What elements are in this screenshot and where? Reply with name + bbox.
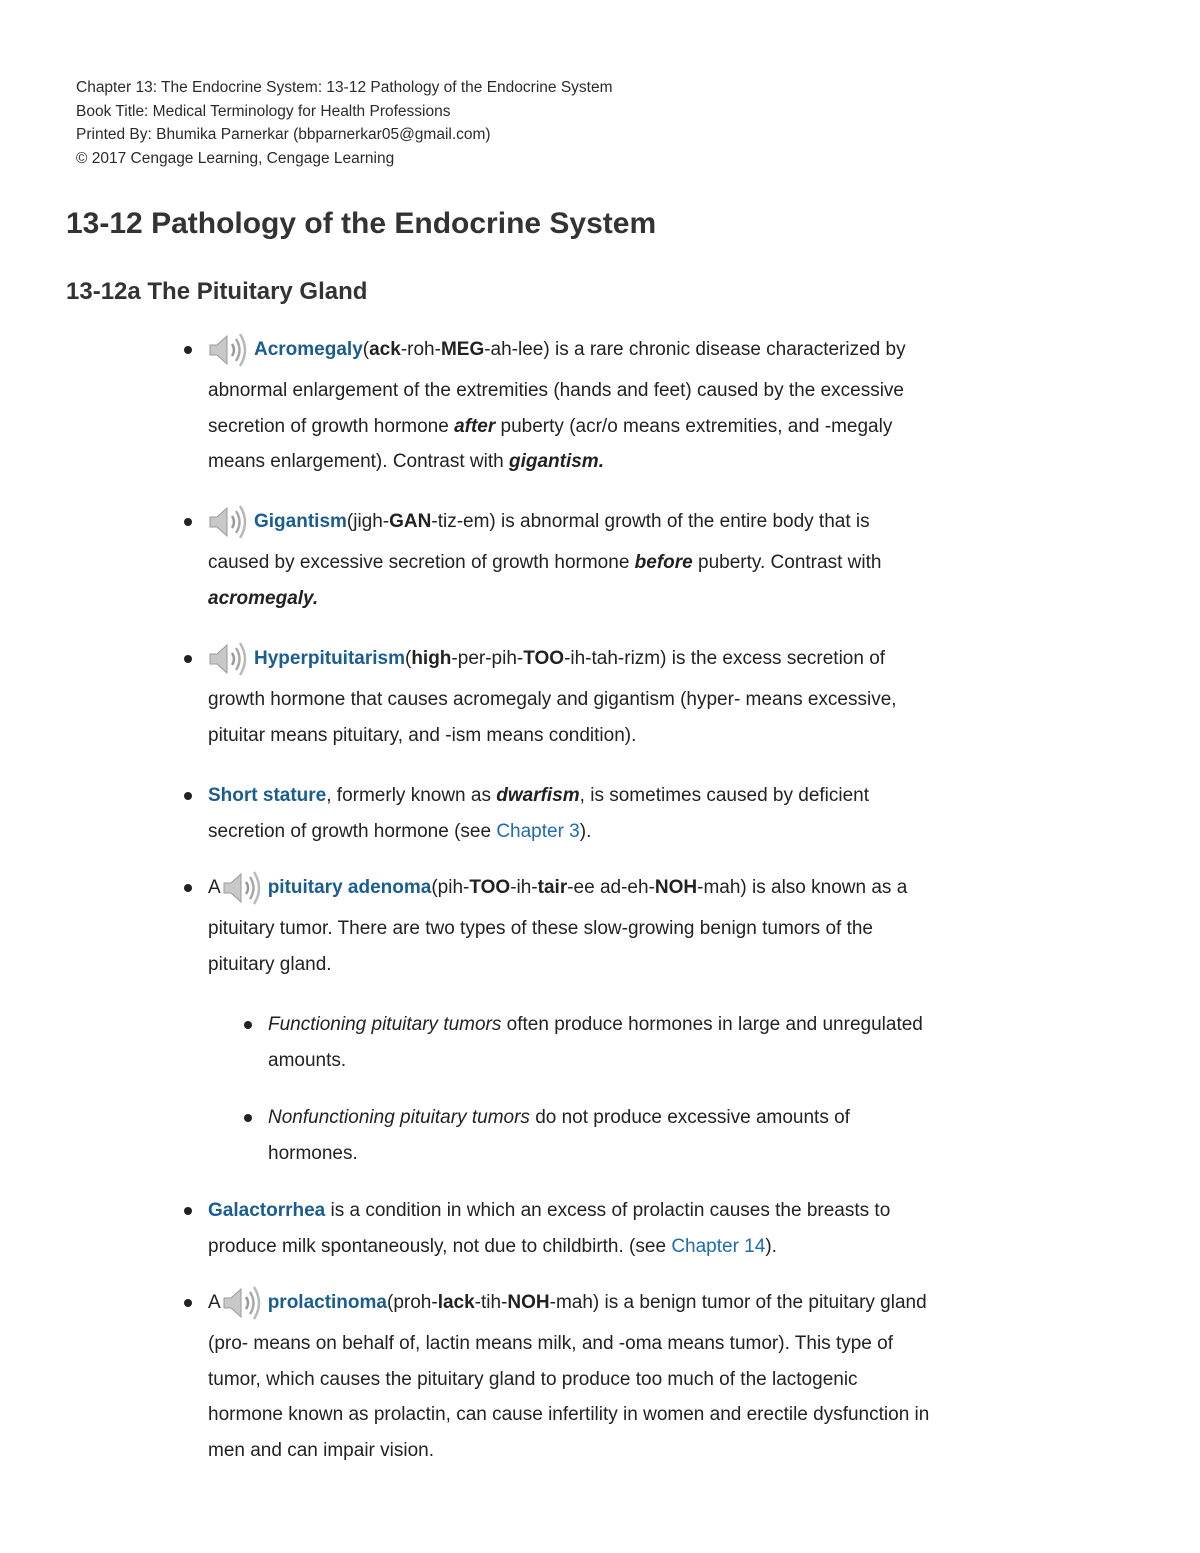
text-line: produce milk spontaneously, not due to childbirth. (see Chapter 14).	[208, 1235, 777, 1257]
speaker-icon[interactable]	[222, 869, 263, 907]
book-title-line: Book Title: Medical Terminology for Health Professions	[76, 102, 451, 120]
speaker-icon[interactable]	[208, 640, 249, 678]
copyright-line: © 2017 Cengage Learning, Cengage Learning	[76, 149, 395, 167]
list-item-prolactinoma: A prolactinoma (proh- lack -tih- NOH -mah) is a benign tumor of the pituitary gland (pro- means on behalf of, lactin means milk, and -oma means tumor). This type of tumor, which causes the pituitary gland to produce too much of the lactogenic hormone known as prolactin, can cause infertility in women and erectile dysfunction in men and can impair vision.	[208, 1279, 929, 1468]
list-item-short-stature	[208, 778, 869, 849]
text-line: means enlargement). Contrast with gigantism.	[208, 451, 604, 472]
text-line: hormones.	[268, 1142, 358, 1164]
text-line: abnormal enlargement of the extremities (hands and feet) caused by the excessive	[208, 380, 904, 401]
bullet-icon	[184, 792, 192, 800]
bullet-icon	[184, 1207, 192, 1215]
text-line: Functioning pituitary tumors often produce hormones in large and unregulated	[268, 1014, 923, 1035]
sub-list-item-functioning	[268, 1007, 923, 1078]
text-line: amounts.	[268, 1049, 347, 1071]
text-line: tumor, which causes the pituitary gland to produce too much of the lactogenic	[208, 1368, 858, 1390]
bullet-icon	[244, 1021, 252, 1029]
text-line: men and can impair vision.	[208, 1439, 434, 1461]
speaker-icon[interactable]	[208, 331, 249, 369]
text-line: pituitary gland.	[208, 953, 332, 975]
sub-list-item-nonfunctioning	[268, 1100, 850, 1171]
printed-by-line: Printed By: Bhumika Parnerkar (bbparnerkar05@gmail.com)	[76, 126, 491, 143]
term-pituitary-adenoma[interactable]: pituitary adenoma	[267, 876, 432, 898]
list-item-gigantism: Gigantism (jigh- GAN -tiz-em) is abnormal growth of the entire body that is caused by excessive secretion of growth hormone before puberty. Contrast with acromegaly.	[208, 498, 881, 616]
speaker-icon[interactable]	[208, 503, 249, 541]
text-line: acromegaly.	[208, 587, 319, 609]
list-item-pituitary-adenoma: A pituitary adenoma (pih- TOO -ih- tair -ee ad-eh- NOH -mah) is also known as a pituitary tumor. There are two types of these slow-growing benign tumors of the pituitary gland.	[208, 864, 907, 982]
list-item-galactorrhea	[208, 1193, 890, 1264]
text-line: Nonfunctioning pituitary tumors do not produce excessive amounts of	[268, 1107, 850, 1128]
bullet-icon	[184, 884, 192, 892]
chapter-3-link[interactable]: Chapter 3	[496, 820, 580, 842]
text-line: caused by excessive secretion of growth hormone before puberty. Contrast with	[208, 552, 882, 573]
term-hyperpituitarism[interactable]: Hyperpituitarism	[254, 647, 405, 669]
bullet-icon	[244, 1114, 252, 1122]
text-line: Short stature, formerly known as dwarfism, is sometimes caused by deficient	[208, 785, 870, 806]
bullet-icon	[184, 518, 192, 526]
speaker-icon[interactable]	[222, 1284, 263, 1322]
bullet-icon	[184, 1299, 192, 1307]
text-line: secretion of growth hormone (see Chapter 3).	[208, 820, 592, 842]
list-item-acromegaly: Acromegaly ( ack -roh- MEG -ah-lee) is a rare chronic disease characterized by abnormal enlargement of the extremities (hands and feet) caused by the excessive secretion of growth hormone after puberty (acr/o means extremities, and -megaly means enlargement). Contrast with gigantism.	[208, 326, 906, 480]
term-gigantism[interactable]: Gigantism	[254, 510, 347, 532]
chapter-14-link[interactable]: Chapter 14	[671, 1235, 766, 1257]
text-line: pituitar means pituitary, and -ism means condition).	[208, 724, 637, 746]
text-line: secretion of growth hormone after puberty (acr/o means extremities, and -megaly	[208, 415, 893, 437]
bullet-icon	[184, 346, 192, 354]
term-galactorrhea[interactable]: Galactorrhea	[208, 1200, 326, 1221]
text-line: (pro- means on behalf of, lactin means milk, and -oma means tumor). This type of	[208, 1333, 894, 1354]
term-acromegaly[interactable]: Acromegaly	[254, 338, 363, 360]
section-title: 13-12a The Pituitary Gland	[66, 278, 368, 305]
text-line: growth hormone that causes acromegaly and gigantism (hyper- means excessive,	[208, 689, 897, 710]
text-line: hormone known as prolactin, can cause infertility in women and erectile dysfunction in	[208, 1404, 930, 1425]
term-short-stature[interactable]: Short stature	[208, 785, 327, 806]
page-title: 13-12 Pathology of the Endocrine System	[66, 207, 657, 240]
chapter-line: Chapter 13: The Endocrine System: 13-12 Pathology of the Endocrine System	[76, 79, 613, 96]
bullet-icon	[184, 655, 192, 663]
list-item-hyperpituitarism: Hyperpituitarism ( high -per-pih- TOO -ih-tah-rizm) is the excess secretion of growth hormone that causes acromegaly and gigantism (hyper- means excessive, pituitar means pituitary, and -ism means condition).	[208, 635, 897, 753]
print-header	[76, 76, 613, 170]
text-line: Galactorrhea is a condition in which an excess of prolactin causes the breasts to	[208, 1200, 891, 1221]
text-line: pituitary tumor. There are two types of these slow-growing benign tumors of the	[208, 918, 873, 939]
term-prolactinoma[interactable]: prolactinoma	[267, 1291, 387, 1313]
